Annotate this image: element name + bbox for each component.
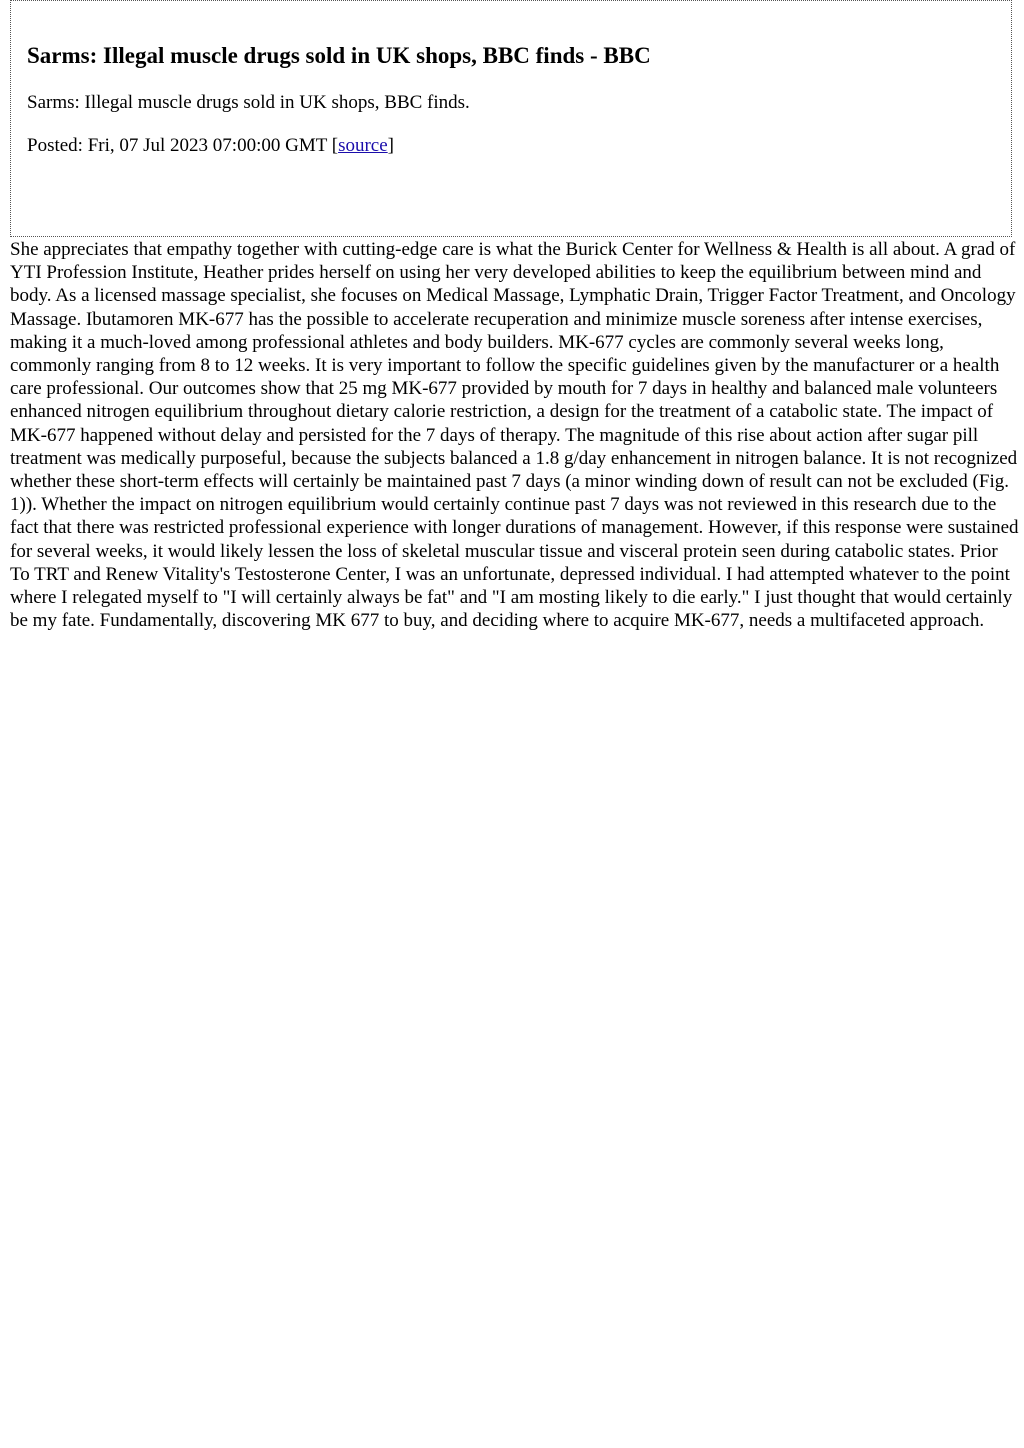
article-posted-line bbox=[27, 134, 995, 158]
body-paragraph: She appreciates that empathy together with cutting-edge care is what the Burick Center for Wellness & Health is all about. A grad of YTI Profession Institute, Heather prides herself on using her very developed abilities to keep the equilibrium between mind and body. As a licensed massage specialist, she focuses on Medical Massage, Lymphatic Drain, Trigger Factor Treatment, and Oncology Massage. Ibutamoren MK-677 has the possible to accelerate recuperation and minimize muscle soreness after intense exercises, making it a much-loved among professional athletes and body builders. MK-677 cycles are commonly several weeks long, commonly ranging from 8 to 12 weeks. It is very important to follow the specific guidelines given by the manufacturer or a health care professional. Our outcomes show that 25 mg MK-677 provided by mouth for 7 days in healthy and balanced male volunteers enhanced nitrogen equilibrium throughout dietary calorie restriction, a design for the treatment of a catabolic state. The impact of MK-677 happened without delay and persisted for the 7 days of therapy. The magnitude of this rise about action after sugar pill treatment was medically purposeful, because the subjects balanced a 1.8 g/day enhancement in nitrogen balance. It is not recognized whether these short-term effects will certainly be maintained past 7 days (a minor winding down of result can not be excluded (Fig. 1)). Whether the impact on nitrogen equilibrium would certainly continue past 7 days was not reviewed in this research due to the fact that there was restricted professional experience with longer durations of management. However, if this response were sustained for several weeks, it would likely lessen the loss of skeletal muscular tissue and visceral protein seen during catabolic states. Prior To TRT and Renew Vitality's Testosterone Center, I was an unfortunate, depressed individual. I had attempted whatever to the point where I relegated myself to "I will certainly always be fat" and "I am mosting likely to die early." I just thought that would certainly be my fate. Fundamentally, discovering MK 677 to buy, and deciding where to acquire MK-677, needs a multifaceted approach. bbox=[10, 239, 1019, 632]
source-link[interactable]: source bbox=[338, 135, 388, 156]
news-card bbox=[10, 0, 1012, 237]
article-title: Sarms: Illegal muscle drugs sold in UK shops, BBC finds - BBC bbox=[27, 43, 651, 68]
posted-suffix: ] bbox=[387, 135, 394, 156]
posted-date: Posted: Fri, 07 Jul 2023 07:00:00 GMT [ bbox=[27, 135, 339, 156]
article-summary: Sarms: Illegal muscle drugs sold in UK shops, BBC finds. bbox=[27, 92, 470, 113]
